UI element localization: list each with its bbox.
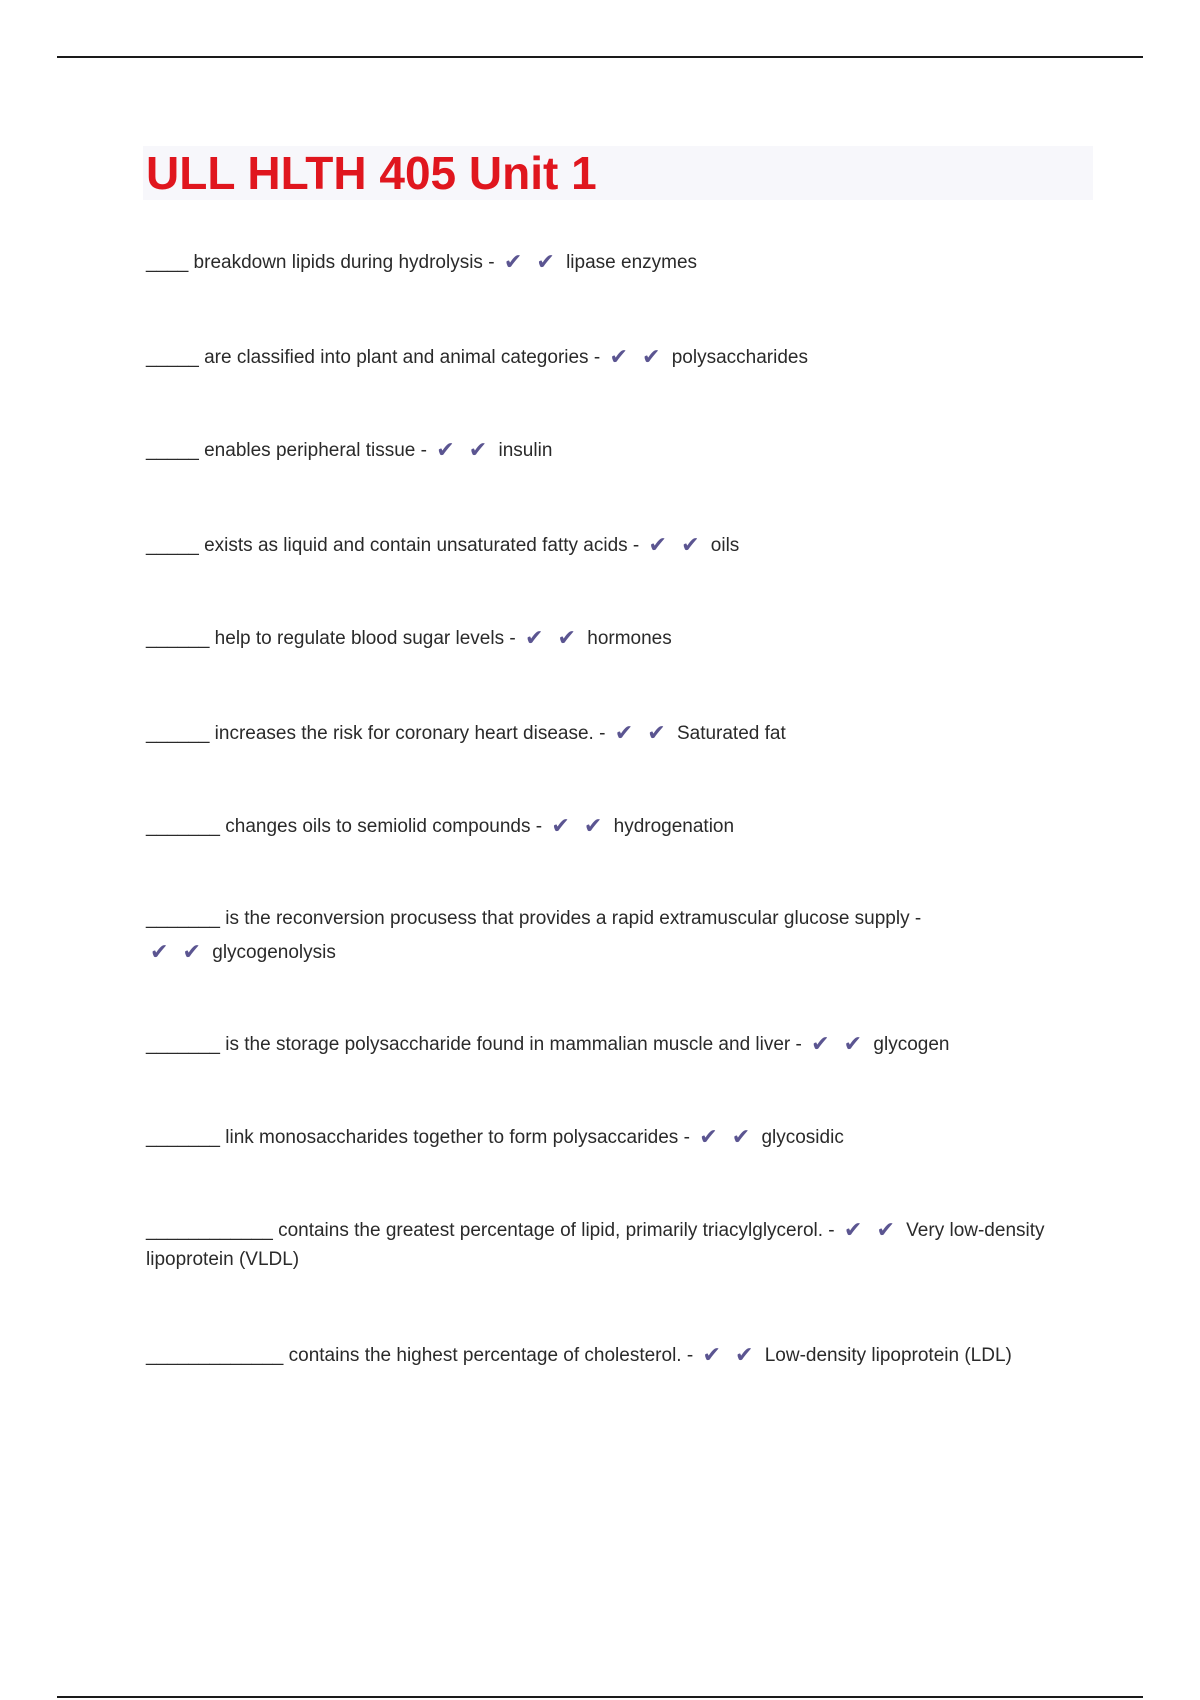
question-text: _____ are classified into plant and animal categories - [146, 347, 601, 368]
answer-text: Saturated fat [676, 723, 786, 744]
answer-text: glycogenolysis [212, 942, 336, 963]
question-text: ______ increases the risk for coronary heart disease. - [146, 723, 606, 744]
qa-item-11 [146, 1215, 1046, 1274]
answer-text: polysaccharides [671, 347, 808, 368]
double-check-icon: ✔ ✔ [551, 813, 607, 838]
question-text: ____________ contains the greatest percentage of lipid, primarily triacylglycerol. - [146, 1220, 835, 1241]
answer-text: glycogen [873, 1034, 950, 1055]
qa-item-6 [146, 718, 1046, 748]
bottom-rule [57, 1696, 1143, 1698]
qa-item-8 [146, 902, 976, 969]
double-check-icon: ✔ ✔ [648, 532, 704, 557]
double-check-icon: ✔ ✔ [436, 437, 492, 462]
qa-item-5 [146, 623, 1046, 653]
document-title: ULL HLTH 405 Unit 1 [146, 147, 597, 199]
double-check-icon: ✔ ✔ [524, 625, 580, 650]
double-check-icon: ✔ ✔ [503, 249, 559, 274]
answer-text: lipase enzymes [566, 252, 698, 273]
top-rule [57, 56, 1143, 58]
question-text: _______ link monosaccharides together to form polysaccarides - [146, 1127, 690, 1148]
double-check-icon: ✔ ✔ [609, 344, 665, 369]
double-check-icon: ✔ ✔ [150, 939, 205, 964]
answer-text: hormones [587, 628, 672, 649]
answer-text: insulin [498, 440, 553, 461]
double-check-icon: ✔ ✔ [699, 1124, 755, 1149]
question-text: _______ is the storage polysaccharide found in mammalian muscle and liver - [146, 1034, 802, 1055]
qa-item-1 [146, 247, 1046, 277]
double-check-icon: ✔ ✔ [843, 1217, 899, 1242]
double-check-icon: ✔ ✔ [811, 1031, 867, 1056]
question-text: _______ is the reconversion procusess that provides a rapid extramuscular glucose supply - [146, 908, 922, 929]
double-check-icon: ✔ ✔ [614, 720, 670, 745]
answer-text: Low-density lipoprotein (LDL) [764, 1345, 1012, 1366]
question-text: ____ breakdown lipids during hydrolysis - [146, 252, 495, 273]
qa-item-2 [146, 342, 1046, 372]
qa-item-4 [146, 530, 1046, 560]
answer-text: Very low-density lipoprotein (VLDL) [146, 1220, 1045, 1270]
qa-item-10 [146, 1122, 1046, 1152]
question-text: _____ exists as liquid and contain unsaturated fatty acids - [146, 535, 640, 556]
answer-text: oils [710, 535, 740, 556]
answer-text: glycosidic [761, 1127, 844, 1148]
answer-text: hydrogenation [613, 816, 735, 837]
question-text: ______ help to regulate blood sugar levels - [146, 628, 516, 649]
qa-item-12 [146, 1340, 1076, 1370]
qa-item-9 [146, 1029, 1046, 1059]
qa-item-3 [146, 435, 1046, 465]
question-text: _____________ contains the highest percentage of cholesterol. - [146, 1345, 694, 1366]
qa-item-7 [146, 811, 1046, 841]
question-text: _______ changes oils to semiolid compounds - [146, 816, 543, 837]
double-check-icon: ✔ ✔ [702, 1342, 758, 1367]
question-text: _____ enables peripheral tissue - [146, 440, 427, 461]
